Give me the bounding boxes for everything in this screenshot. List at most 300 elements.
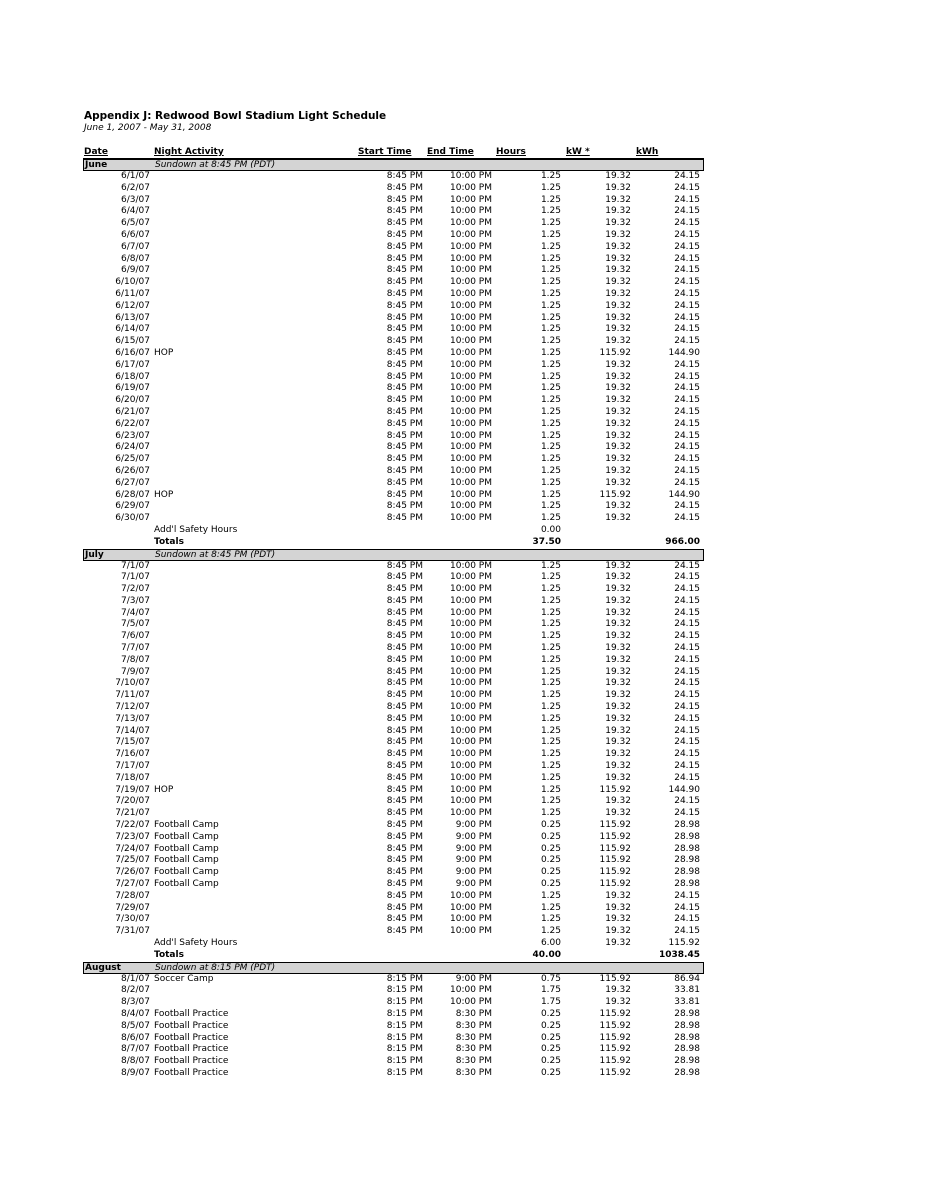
sundown-note: Sundown at 8:45 PM (PDT) <box>155 549 276 560</box>
start-time-cell: 8:45 PM <box>386 666 423 677</box>
start-time-cell: 8:45 PM <box>386 359 423 370</box>
kwh-cell: 28.98 <box>674 1056 700 1067</box>
end-time-cell: 10:00 PM <box>450 171 492 181</box>
kw-cell: 19.32 <box>605 737 631 748</box>
hours-cell: 1.25 <box>540 808 561 819</box>
start-time-cell: 8:45 PM <box>386 253 423 264</box>
hours-cell: 1.25 <box>540 761 561 772</box>
date-cell: 7/23/07 <box>115 831 150 842</box>
activity-cell: Football Camp <box>154 855 219 866</box>
kwh-cell: 24.15 <box>674 395 700 406</box>
table-row <box>83 1021 704 1033</box>
hours-cell: 1.25 <box>540 324 561 335</box>
date-cell: 7/11/07 <box>115 690 150 701</box>
date-cell: 6/30/07 <box>115 513 150 524</box>
kwh-cell: 28.98 <box>674 820 700 831</box>
kw-cell: 19.32 <box>605 442 631 453</box>
table-row <box>83 254 704 266</box>
kw-cell: 19.32 <box>605 206 631 217</box>
kwh-cell: 24.15 <box>674 336 700 347</box>
kwh-cell: 24.15 <box>674 454 700 465</box>
start-time-cell: 8:15 PM <box>386 1056 423 1067</box>
end-time-cell: 10:00 PM <box>450 914 492 925</box>
end-time-cell: 10:00 PM <box>450 465 492 476</box>
month-header-row <box>83 549 704 561</box>
column-header-start-time: Start Time <box>358 147 412 157</box>
date-cell: 7/25/07 <box>115 855 150 866</box>
end-time-cell: 10:00 PM <box>450 725 492 736</box>
date-cell: 8/4/07 <box>121 1008 150 1019</box>
table-row <box>83 407 704 419</box>
hours-cell: 1.25 <box>540 784 561 795</box>
end-time-cell: 10:00 PM <box>450 749 492 760</box>
date-cell: 6/25/07 <box>115 454 150 465</box>
kw-cell: 115.92 <box>599 973 631 984</box>
date-cell: 7/1/07 <box>121 560 150 571</box>
table-row <box>83 584 704 596</box>
start-time-cell: 8:45 PM <box>386 206 423 217</box>
hours-cell: 1.25 <box>540 702 561 713</box>
date-cell: 6/6/07 <box>121 229 150 240</box>
date-cell: 6/8/07 <box>121 253 150 264</box>
kwh-cell: 24.15 <box>674 465 700 476</box>
end-time-cell: 10:00 PM <box>450 206 492 217</box>
date-cell: 6/16/07 <box>115 347 150 358</box>
hours-cell: 1.25 <box>540 595 561 606</box>
end-time-cell: 10:00 PM <box>450 300 492 311</box>
hours-cell: 1.25 <box>540 737 561 748</box>
hours-cell: 1.25 <box>540 772 561 783</box>
start-time-cell: 8:45 PM <box>386 784 423 795</box>
safety-hours-row <box>83 938 704 950</box>
kwh-cell: 28.98 <box>674 843 700 854</box>
start-time-cell: 8:45 PM <box>386 277 423 288</box>
table-row <box>83 879 704 891</box>
start-time-cell: 8:45 PM <box>386 477 423 488</box>
hours-cell: 1.25 <box>540 229 561 240</box>
kw-cell: 19.32 <box>605 607 631 618</box>
kw-cell: 115.92 <box>599 1044 631 1055</box>
kwh-cell: 28.98 <box>674 1020 700 1031</box>
start-time-cell: 8:45 PM <box>386 796 423 807</box>
start-time-cell: 8:45 PM <box>386 678 423 689</box>
kw-cell: 19.32 <box>605 690 631 701</box>
hours-cell: 1.25 <box>540 678 561 689</box>
table-row <box>83 230 704 242</box>
start-time-cell: 8:45 PM <box>386 300 423 311</box>
kw-cell: 19.32 <box>605 241 631 252</box>
column-header-end-time: End Time <box>427 147 474 157</box>
hours-cell: 1.25 <box>540 454 561 465</box>
hours-cell: 1.25 <box>540 477 561 488</box>
table-row <box>83 655 704 667</box>
kwh-cell: 28.98 <box>674 1067 700 1078</box>
date-cell: 7/22/07 <box>115 820 150 831</box>
kw-cell: 19.32 <box>605 997 631 1008</box>
hours-cell: 1.25 <box>540 725 561 736</box>
table-row <box>83 714 704 726</box>
table-row <box>83 242 704 254</box>
date-cell: 6/10/07 <box>115 277 150 288</box>
date-cell: 6/23/07 <box>115 430 150 441</box>
start-time-cell: 8:45 PM <box>386 867 423 878</box>
kw-cell: 19.32 <box>605 359 631 370</box>
end-time-cell: 10:00 PM <box>450 229 492 240</box>
hours-cell: 1.25 <box>540 241 561 252</box>
end-time-cell: 10:00 PM <box>450 442 492 453</box>
activity-cell: Football Practice <box>154 1020 229 1031</box>
table-row <box>83 442 704 454</box>
kwh-cell: 24.15 <box>674 418 700 429</box>
hours-cell: 0.25 <box>540 1008 561 1019</box>
table-row <box>83 572 704 584</box>
hours-cell: 0.25 <box>540 855 561 866</box>
start-time-cell: 8:45 PM <box>386 584 423 595</box>
table-row <box>83 171 704 183</box>
table-row <box>83 183 704 195</box>
date-cell: 7/8/07 <box>121 654 150 665</box>
table-row <box>83 454 704 466</box>
table-row <box>83 844 704 856</box>
date-cell: 6/21/07 <box>115 406 150 417</box>
date-cell: 6/20/07 <box>115 395 150 406</box>
hours-cell: 1.25 <box>540 914 561 925</box>
end-time-cell: 10:00 PM <box>450 406 492 417</box>
start-time-cell: 8:45 PM <box>386 324 423 335</box>
date-cell: 6/24/07 <box>115 442 150 453</box>
totals-kwh: 1038.45 <box>659 949 700 960</box>
kw-cell: 19.32 <box>605 182 631 193</box>
kw-cell: 19.32 <box>605 336 631 347</box>
start-time-cell: 8:45 PM <box>386 347 423 358</box>
hours-cell: 0.25 <box>540 867 561 878</box>
start-time-cell: 8:45 PM <box>386 808 423 819</box>
end-time-cell: 10:00 PM <box>450 796 492 807</box>
end-time-cell: 10:00 PM <box>450 218 492 229</box>
start-time-cell: 8:45 PM <box>386 831 423 842</box>
date-cell: 7/17/07 <box>115 761 150 772</box>
kwh-cell: 24.15 <box>674 796 700 807</box>
kwh-cell: 24.15 <box>674 300 700 311</box>
kw-cell: 19.32 <box>605 666 631 677</box>
column-header-activity: Night Activity <box>154 147 224 157</box>
kwh-cell: 24.15 <box>674 359 700 370</box>
table-row <box>83 832 704 844</box>
kw-cell: 19.32 <box>605 265 631 276</box>
safety-hours-row <box>83 525 704 537</box>
table-row <box>83 903 704 915</box>
start-time-cell: 8:45 PM <box>386 454 423 465</box>
end-time-cell: 10:00 PM <box>450 324 492 335</box>
hours-cell: 1.25 <box>540 171 561 181</box>
sundown-note: Sundown at 8:15 PM (PDT) <box>155 962 276 973</box>
kwh-cell: 24.15 <box>674 241 700 252</box>
end-time-cell: 10:00 PM <box>450 808 492 819</box>
kw-cell: 19.32 <box>605 171 631 181</box>
start-time-cell: 8:15 PM <box>386 1032 423 1043</box>
kwh-cell: 144.90 <box>668 489 700 500</box>
start-time-cell: 8:45 PM <box>386 418 423 429</box>
kw-cell: 19.32 <box>605 926 631 937</box>
hours-cell: 1.25 <box>540 206 561 217</box>
hours-cell: 1.25 <box>540 406 561 417</box>
start-time-cell: 8:45 PM <box>386 265 423 276</box>
table-row <box>83 820 704 832</box>
table-row <box>83 608 704 620</box>
start-time-cell: 8:45 PM <box>386 513 423 524</box>
safety-hours-value: 6.00 <box>540 938 561 948</box>
kwh-cell: 33.81 <box>674 997 700 1008</box>
kw-cell: 19.32 <box>605 902 631 913</box>
table-row <box>83 761 704 773</box>
table-row <box>83 466 704 478</box>
table-row <box>83 796 704 808</box>
kw-cell: 115.92 <box>599 1056 631 1067</box>
hours-cell: 1.25 <box>540 194 561 205</box>
start-time-cell: 8:45 PM <box>386 713 423 724</box>
kwh-cell: 24.15 <box>674 406 700 417</box>
kw-cell: 19.32 <box>605 288 631 299</box>
end-time-cell: 10:00 PM <box>450 395 492 406</box>
end-time-cell: 10:00 PM <box>450 430 492 441</box>
kwh-cell: 33.81 <box>674 985 700 996</box>
kwh-cell: 24.15 <box>674 572 700 583</box>
kwh-cell: 24.15 <box>674 654 700 665</box>
end-time-cell: 10:00 PM <box>450 501 492 512</box>
end-time-cell: 10:00 PM <box>450 666 492 677</box>
start-time-cell: 8:45 PM <box>386 442 423 453</box>
end-time-cell: 10:00 PM <box>450 607 492 618</box>
kwh-cell: 24.15 <box>674 690 700 701</box>
start-time-cell: 8:45 PM <box>386 902 423 913</box>
end-time-cell: 10:00 PM <box>450 336 492 347</box>
start-time-cell: 8:45 PM <box>386 843 423 854</box>
kwh-cell: 144.90 <box>668 347 700 358</box>
end-time-cell: 10:00 PM <box>450 595 492 606</box>
month-name: August <box>85 962 121 973</box>
end-time-cell: 8:30 PM <box>455 1067 492 1078</box>
activity-cell: Football Practice <box>154 1044 229 1055</box>
date-cell: 7/24/07 <box>115 843 150 854</box>
hours-cell: 1.75 <box>540 997 561 1008</box>
kwh-cell: 24.15 <box>674 584 700 595</box>
kw-cell: 19.32 <box>605 725 631 736</box>
hours-cell: 1.25 <box>540 430 561 441</box>
table-row <box>83 808 704 820</box>
table-row <box>83 478 704 490</box>
start-time-cell: 8:45 PM <box>386 430 423 441</box>
table-row <box>83 324 704 336</box>
page-title: Appendix J: Redwood Bowl Stadium Light Schedule <box>84 110 387 122</box>
kw-cell: 19.32 <box>605 300 631 311</box>
kwh-cell: 24.15 <box>674 430 700 441</box>
kw-cell: 115.92 <box>599 784 631 795</box>
kwh-cell: 24.15 <box>674 229 700 240</box>
kw-cell: 19.32 <box>605 418 631 429</box>
date-cell: 8/5/07 <box>121 1020 150 1031</box>
table-row <box>83 490 704 502</box>
start-time-cell: 8:15 PM <box>386 1044 423 1055</box>
activity-cell: HOP <box>154 489 174 500</box>
table-row <box>83 336 704 348</box>
hours-cell: 1.25 <box>540 796 561 807</box>
hours-cell: 1.25 <box>540 347 561 358</box>
date-cell: 7/9/07 <box>121 666 150 677</box>
kw-cell: 19.32 <box>605 324 631 335</box>
kw-cell: 19.32 <box>605 678 631 689</box>
safety-kw-value: 19.32 <box>605 938 631 948</box>
table-row <box>83 702 704 714</box>
hours-cell: 1.25 <box>540 371 561 382</box>
hours-cell: 0.25 <box>540 831 561 842</box>
table-row <box>83 643 704 655</box>
column-header-kwh: kWh <box>636 147 659 157</box>
end-time-cell: 10:00 PM <box>450 347 492 358</box>
start-time-cell: 8:45 PM <box>386 371 423 382</box>
end-time-cell: 10:00 PM <box>450 383 492 394</box>
kwh-cell: 24.15 <box>674 772 700 783</box>
kw-cell: 19.32 <box>605 253 631 264</box>
sundown-note: Sundown at 8:45 PM (PDT) <box>155 160 276 170</box>
kw-cell: 19.32 <box>605 584 631 595</box>
hours-cell: 1.25 <box>540 654 561 665</box>
kw-cell: 115.92 <box>599 855 631 866</box>
safety-hours-value: 0.00 <box>540 524 561 535</box>
date-cell: 7/20/07 <box>115 796 150 807</box>
activity-cell: Football Camp <box>154 843 219 854</box>
date-cell: 8/3/07 <box>121 997 150 1008</box>
date-cell: 7/26/07 <box>115 867 150 878</box>
totals-hours: 37.50 <box>532 536 561 547</box>
hours-cell: 0.25 <box>540 843 561 854</box>
start-time-cell: 8:45 PM <box>386 501 423 512</box>
end-time-cell: 10:00 PM <box>450 737 492 748</box>
kwh-cell: 144.90 <box>668 784 700 795</box>
hours-cell: 1.25 <box>540 749 561 760</box>
date-cell: 6/17/07 <box>115 359 150 370</box>
kw-cell: 19.32 <box>605 702 631 713</box>
kw-cell: 115.92 <box>599 1067 631 1078</box>
light-schedule-table <box>83 146 704 1080</box>
start-time-cell: 8:45 PM <box>386 489 423 500</box>
kw-cell: 19.32 <box>605 643 631 654</box>
totals-kwh: 966.00 <box>665 536 700 547</box>
kw-cell: 19.32 <box>605 572 631 583</box>
end-time-cell: 10:00 PM <box>450 890 492 901</box>
start-time-cell: 8:45 PM <box>386 890 423 901</box>
hours-cell: 1.25 <box>540 465 561 476</box>
end-time-cell: 8:30 PM <box>455 1020 492 1031</box>
table-row <box>83 301 704 313</box>
kwh-cell: 24.15 <box>674 926 700 937</box>
date-cell: 7/13/07 <box>115 713 150 724</box>
column-header-hours: Hours <box>496 147 526 157</box>
activity-cell: Football Practice <box>154 1056 229 1067</box>
kw-cell: 19.32 <box>605 430 631 441</box>
kw-cell: 19.32 <box>605 229 631 240</box>
table-row <box>83 206 704 218</box>
start-time-cell: 8:45 PM <box>386 560 423 571</box>
start-time-cell: 8:45 PM <box>386 654 423 665</box>
table-row <box>83 360 704 372</box>
end-time-cell: 10:00 PM <box>450 690 492 701</box>
kwh-cell: 24.15 <box>674 678 700 689</box>
date-cell: 6/15/07 <box>115 336 150 347</box>
date-cell: 7/16/07 <box>115 749 150 760</box>
start-time-cell: 8:45 PM <box>386 631 423 642</box>
table-row <box>83 218 704 230</box>
kwh-cell: 24.15 <box>674 218 700 229</box>
end-time-cell: 10:00 PM <box>450 277 492 288</box>
start-time-cell: 8:45 PM <box>386 336 423 347</box>
end-time-cell: 10:00 PM <box>450 678 492 689</box>
kwh-cell: 28.98 <box>674 831 700 842</box>
kwh-cell: 24.15 <box>674 643 700 654</box>
start-time-cell: 8:45 PM <box>386 406 423 417</box>
hours-cell: 1.25 <box>540 501 561 512</box>
kw-cell: 19.32 <box>605 465 631 476</box>
start-time-cell: 8:45 PM <box>386 619 423 630</box>
table-row <box>83 737 704 749</box>
kw-cell: 19.32 <box>605 312 631 323</box>
hours-cell: 1.25 <box>540 666 561 677</box>
kwh-cell: 24.15 <box>674 902 700 913</box>
kwh-cell: 24.15 <box>674 619 700 630</box>
start-time-cell: 8:45 PM <box>386 383 423 394</box>
safety-hours-label: Add'l Safety Hours <box>154 524 238 535</box>
hours-cell: 0.25 <box>540 879 561 890</box>
end-time-cell: 10:00 PM <box>450 713 492 724</box>
date-cell: 8/7/07 <box>121 1044 150 1055</box>
table-header <box>83 146 704 159</box>
kwh-cell: 24.15 <box>674 324 700 335</box>
end-time-cell: 9:00 PM <box>455 831 492 842</box>
end-time-cell: 10:00 PM <box>450 312 492 323</box>
start-time-cell: 8:45 PM <box>386 218 423 229</box>
kwh-cell: 24.15 <box>674 371 700 382</box>
table-row <box>83 619 704 631</box>
date-cell: 8/9/07 <box>121 1067 150 1078</box>
table-row <box>83 997 704 1009</box>
kw-cell: 19.32 <box>605 501 631 512</box>
hours-cell: 1.25 <box>540 442 561 453</box>
kw-cell: 19.32 <box>605 631 631 642</box>
table-row <box>83 383 704 395</box>
kwh-cell: 28.98 <box>674 1044 700 1055</box>
kw-cell: 19.32 <box>605 749 631 760</box>
table-row <box>83 855 704 867</box>
kwh-cell: 24.15 <box>674 560 700 571</box>
date-cell: 7/21/07 <box>115 808 150 819</box>
activity-cell: Football Practice <box>154 1008 229 1019</box>
end-time-cell: 10:00 PM <box>450 194 492 205</box>
start-time-cell: 8:45 PM <box>386 761 423 772</box>
kw-cell: 19.32 <box>605 513 631 524</box>
start-time-cell: 8:15 PM <box>386 1008 423 1019</box>
start-time-cell: 8:45 PM <box>386 607 423 618</box>
end-time-cell: 8:30 PM <box>455 1044 492 1055</box>
kwh-cell: 24.15 <box>674 206 700 217</box>
end-time-cell: 9:00 PM <box>455 843 492 854</box>
start-time-cell: 8:45 PM <box>386 820 423 831</box>
table-row <box>83 1068 704 1080</box>
table-row <box>83 667 704 679</box>
kwh-cell: 86.94 <box>674 973 700 984</box>
end-time-cell: 10:00 PM <box>450 572 492 583</box>
start-time-cell: 8:45 PM <box>386 395 423 406</box>
start-time-cell: 8:45 PM <box>386 229 423 240</box>
hours-cell: 1.25 <box>540 277 561 288</box>
